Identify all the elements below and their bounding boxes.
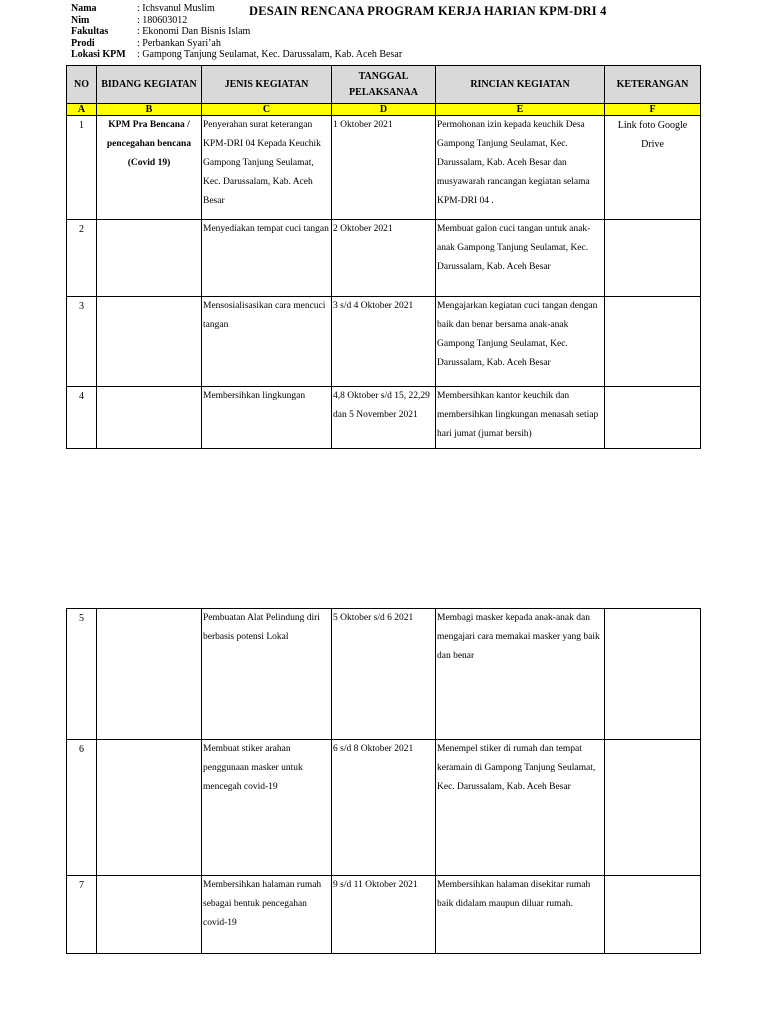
- document-header: [71, 3, 701, 65]
- cell-tanggal: 1 Oktober 2021: [332, 116, 436, 220]
- cell-rincian: Permohonan izin kepada keuchik Desa Gampong Tanjung Seulamat, Kec. Darussalam, Kab. Aceh Besar dan musyawarah rancangan kegiatan selama KPM-DRI 04 .: [436, 116, 605, 220]
- column-header-keterangan: KETERANGAN: [605, 66, 701, 104]
- column-letter-row: [67, 104, 701, 116]
- column-letter: C: [202, 104, 332, 116]
- cell-bidang: [97, 297, 202, 387]
- cell-no: 4: [67, 387, 97, 449]
- info-value: : 180603012: [137, 14, 188, 26]
- cell-tanggal: 4,8 Oktober s/d 15, 22,29 dan 5 November 2021: [332, 387, 436, 449]
- cell-no: 7: [67, 876, 97, 954]
- cell-keterangan: [605, 387, 701, 449]
- cell-keterangan: Link foto Google Drive: [605, 116, 701, 220]
- info-value: : Perbankan Syari’ah: [137, 37, 221, 49]
- column-letter: B: [97, 104, 202, 116]
- program-table-page-1: [66, 65, 701, 449]
- info-value: : Ekonomi Dan Bisnis Islam: [137, 26, 251, 37]
- cell-bidang: KPM Pra Bencana / pencegahan bencana (Covid 19): [97, 116, 202, 220]
- cell-jenis: Mensosialisasikan cara mencuci tangan: [202, 297, 332, 387]
- cell-rincian: Membagi masker kepada anak-anak dan mengajari cara memakai masker yang baik dan benar: [436, 609, 605, 740]
- table-row: [67, 876, 701, 954]
- cell-tanggal: 2 Oktober 2021: [332, 220, 436, 297]
- cell-keterangan: [605, 220, 701, 297]
- table-row: [67, 220, 701, 297]
- column-letter: F: [605, 104, 701, 116]
- cell-no: 1: [67, 116, 97, 220]
- column-header-no: NO: [67, 66, 97, 104]
- info-value: : Ichsvanul Muslim: [137, 3, 215, 14]
- cell-bidang: [97, 609, 202, 740]
- program-table-page-2: [66, 608, 701, 954]
- cell-bidang: [97, 387, 202, 449]
- cell-no: 5: [67, 609, 97, 740]
- cell-rincian: Membuat galon cuci tangan untuk anak-anak Gampong Tanjung Seulamat, Kec. Darussalam, Kab. Aceh Besar: [436, 220, 605, 297]
- cell-rincian: Mengajarkan kegiatan cuci tangan dengan baik dan benar bersama anak-anak Gampong Tanjung Seulamat, Kec. Darussalam, Kab. Aceh Besar: [436, 297, 605, 387]
- column-header-tanggal: TANGGAL PELAKSANAA: [332, 66, 436, 104]
- column-letter: A: [67, 104, 97, 116]
- table-row: [67, 387, 701, 449]
- table-row: [67, 116, 701, 220]
- info-label: Nim: [71, 14, 90, 26]
- table-header-row: [67, 66, 701, 104]
- cell-keterangan: [605, 297, 701, 387]
- cell-jenis: Membuat stiker arahan penggunaan masker untuk mencegah covid-19: [202, 740, 332, 876]
- cell-keterangan: [605, 609, 701, 740]
- cell-jenis: Pembuatan Alat Pelindung diri berbasis potensi Lokal: [202, 609, 332, 740]
- cell-rincian: Membersihkan kantor keuchik dan membersihkan lingkungan menasah setiap hari jumat (jumat bersih): [436, 387, 605, 449]
- document-title: DESAIN RENCANA PROGRAM KERJA HARIAN KPM-DRI 4: [249, 4, 607, 18]
- cell-no: 3: [67, 297, 97, 387]
- cell-keterangan: [605, 740, 701, 876]
- cell-bidang: [97, 876, 202, 954]
- column-letter: D: [332, 104, 436, 116]
- cell-rincian: Membersihkan halaman disekitar rumah baik didalam maupun diluar rumah.: [436, 876, 605, 954]
- cell-tanggal: 5 Oktober s/d 6 2021: [332, 609, 436, 740]
- cell-tanggal: 6 s/d 8 Oktober 2021: [332, 740, 436, 876]
- cell-no: 6: [67, 740, 97, 876]
- cell-jenis: Menyediakan tempat cuci tangan: [202, 220, 332, 297]
- info-fakultas: [71, 26, 701, 38]
- info-label: Lokasi KPM: [71, 49, 126, 60]
- cell-jenis: Membersihkan halaman rumah sebagai bentuk pencegahan covid-19: [202, 876, 332, 954]
- cell-bidang: [97, 740, 202, 876]
- info-label: Nama: [71, 3, 97, 14]
- column-header-bidang: BIDANG KEGIATAN: [97, 66, 202, 104]
- cell-no: 2: [67, 220, 97, 297]
- info-label: Fakultas: [71, 26, 109, 37]
- column-header-rincian: RINCIAN KEGIATAN: [436, 66, 605, 104]
- table-row: [67, 297, 701, 387]
- table-row: [67, 740, 701, 876]
- info-label: Prodi: [71, 37, 95, 49]
- cell-bidang: [97, 220, 202, 297]
- table-row: [67, 609, 701, 740]
- cell-keterangan: [605, 876, 701, 954]
- cell-jenis: Membersihkan lingkungan: [202, 387, 332, 449]
- info-lokasi: [71, 49, 701, 61]
- column-header-jenis: JENIS KEGIATAN: [202, 66, 332, 104]
- cell-tanggal: 9 s/d 11 Oktober 2021: [332, 876, 436, 954]
- cell-jenis: Penyerahan surat keterangan KPM-DRI 04 Kepada Keuchik Gampong Tanjung Seulamat, Kec. Darussalam, Kab. Aceh Besar: [202, 116, 332, 220]
- info-value: : Gampong Tanjung Seulamat, Kec. Darussalam, Kab. Aceh Besar: [137, 49, 403, 60]
- cell-tanggal: 3 s/d 4 Oktober 2021: [332, 297, 436, 387]
- cell-rincian: Menempel stiker di rumah dan tempat keramain di Gampong Tanjung Seulamat, Kec. Darussalam, Kab. Aceh Besar: [436, 740, 605, 876]
- column-letter: E: [436, 104, 605, 116]
- info-prodi: [71, 38, 701, 50]
